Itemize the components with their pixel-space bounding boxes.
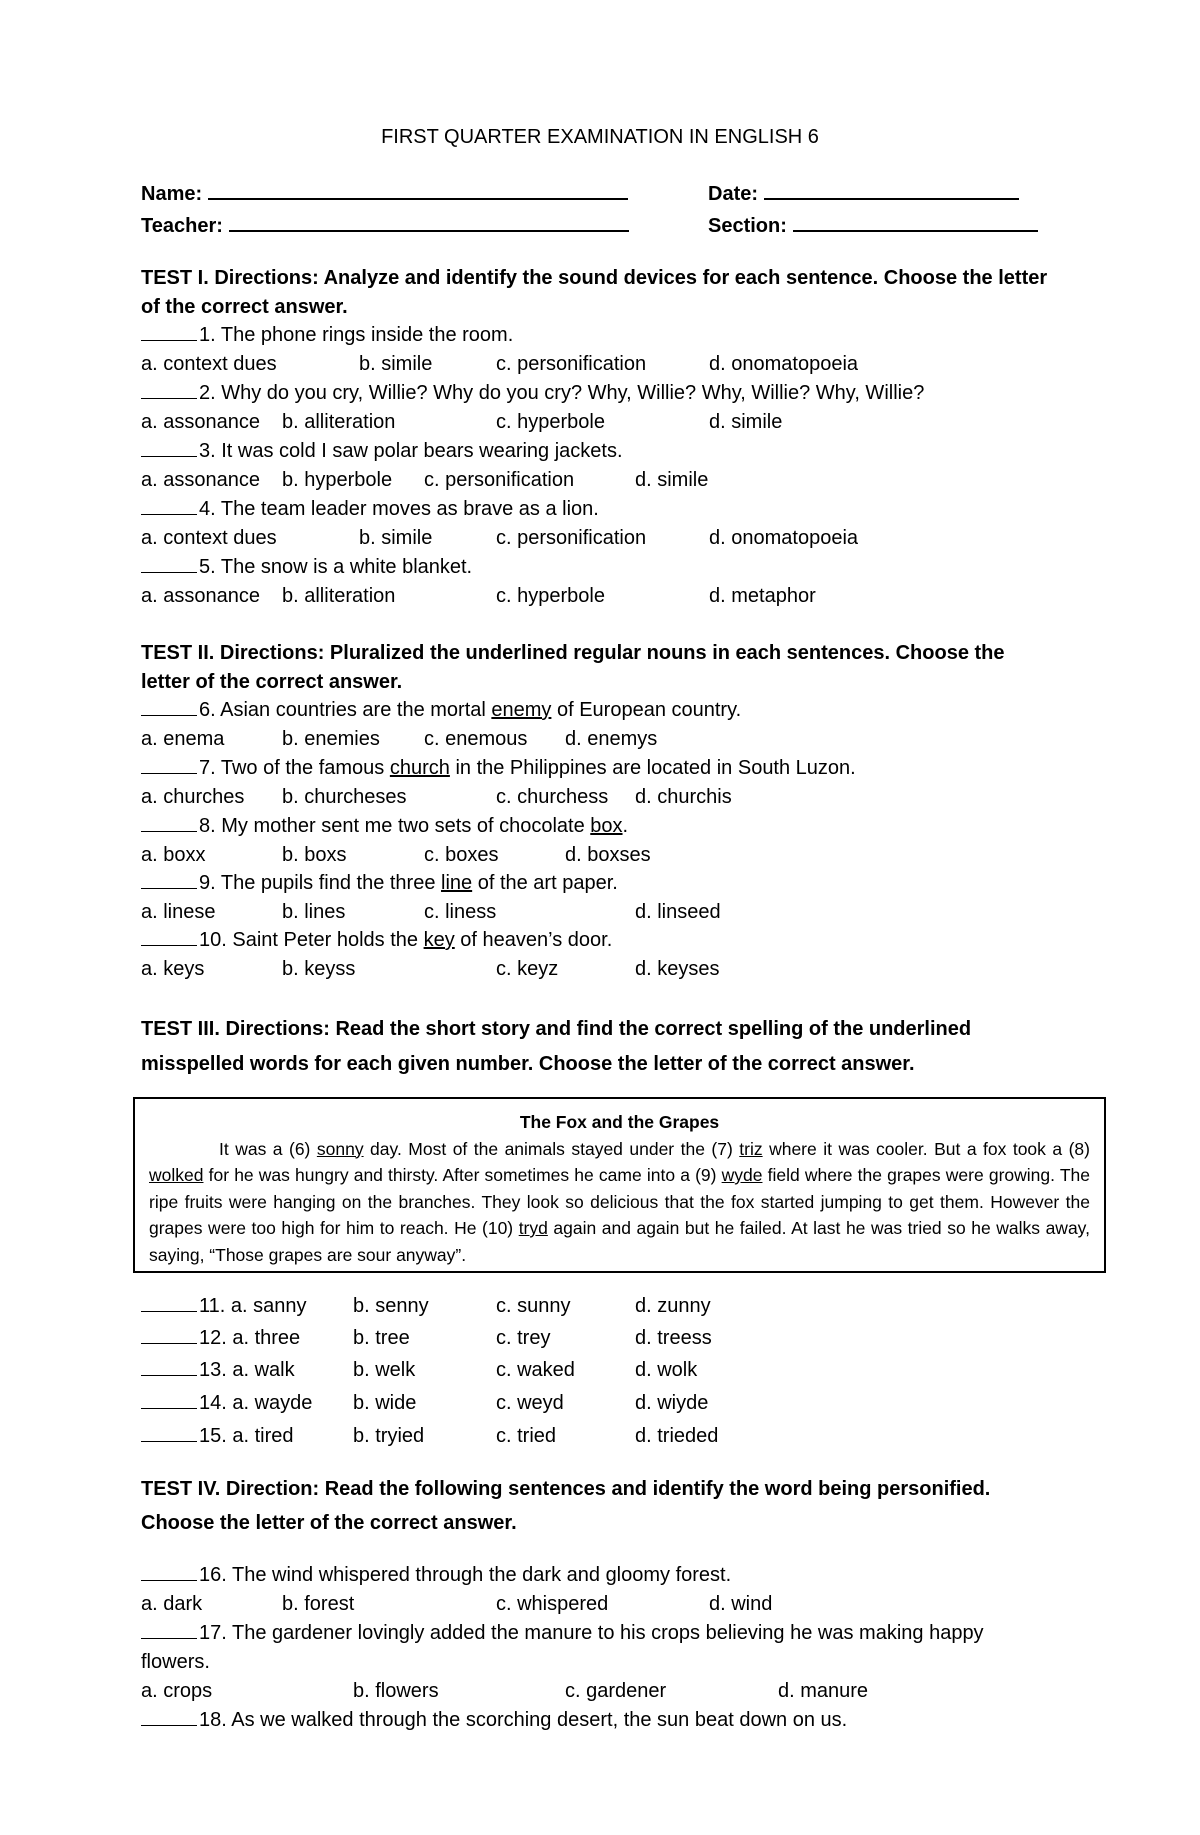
option[interactable]: b. tryied bbox=[353, 1425, 425, 1447]
option[interactable]: c. personification bbox=[496, 527, 647, 549]
question-2: 2. Why do you cry, Willie? Why do you cry? Why, Willie? Why, Willie? Why, Willie? bbox=[141, 380, 924, 406]
answer-blank[interactable] bbox=[141, 1709, 197, 1726]
option[interactable]: d. trieded bbox=[635, 1425, 719, 1447]
story-box bbox=[133, 1097, 1106, 1273]
option[interactable]: a. keys bbox=[141, 958, 205, 980]
underlined-word: wolked bbox=[149, 1165, 204, 1185]
option[interactable]: a. linese bbox=[141, 901, 216, 923]
name-label: Name: bbox=[141, 183, 203, 205]
option[interactable]: c. churchess bbox=[496, 786, 609, 808]
option[interactable]: c. boxes bbox=[424, 844, 499, 866]
answer-blank[interactable] bbox=[141, 1564, 197, 1581]
underlined-word: line bbox=[441, 872, 473, 894]
option[interactable]: a. crops bbox=[141, 1680, 213, 1702]
option[interactable]: a. assonance bbox=[141, 411, 260, 433]
question-3: 3. It was cold I saw polar bears wearing jackets. bbox=[141, 438, 623, 464]
underlined-word: sonny bbox=[316, 1138, 364, 1159]
option[interactable]: 15. a. tired bbox=[199, 1425, 294, 1447]
question-14 bbox=[141, 1390, 1141, 1416]
underlined-word: key bbox=[423, 929, 455, 951]
option[interactable]: b. tree bbox=[353, 1327, 410, 1349]
option[interactable]: c. hyperbole bbox=[496, 585, 605, 607]
option[interactable]: d. wolk bbox=[635, 1359, 698, 1381]
question-17: 17. The gardener lovingly added the manure to his crops believing he was making happy bbox=[141, 1620, 984, 1646]
option[interactable]: d. zunny bbox=[635, 1295, 711, 1317]
option[interactable]: d. onomatopoeia bbox=[709, 353, 859, 375]
option[interactable]: b. boxs bbox=[282, 844, 347, 866]
option[interactable]: b. flowers bbox=[353, 1680, 439, 1702]
option[interactable]: d. linseed bbox=[635, 901, 721, 923]
underlined-word: enemy bbox=[491, 699, 552, 721]
question-16: 16. The wind whispered through the dark and gloomy forest. bbox=[141, 1562, 731, 1588]
option[interactable]: b. wide bbox=[353, 1392, 417, 1414]
test4-heading-1: TEST IV. Direction: Read the following sentences and identify the word being personified. bbox=[141, 1478, 991, 1500]
answer-blank[interactable] bbox=[141, 1327, 197, 1344]
date-label: Date: bbox=[708, 183, 759, 205]
option[interactable]: c. liness bbox=[424, 901, 497, 923]
answer-blank[interactable] bbox=[141, 815, 197, 832]
option[interactable]: d. wind bbox=[709, 1593, 773, 1615]
test3-heading-2: misspelled words for each given number. Choose the letter of the correct answer. bbox=[141, 1053, 915, 1075]
date-field[interactable] bbox=[708, 180, 1019, 206]
answer-blank[interactable] bbox=[141, 382, 197, 399]
option[interactable]: c. personification bbox=[424, 469, 575, 491]
option[interactable]: c. gardener bbox=[565, 1680, 667, 1702]
answer-blank[interactable] bbox=[141, 440, 197, 457]
option[interactable]: b. simile bbox=[359, 353, 433, 375]
option[interactable]: c. keyz bbox=[496, 958, 559, 980]
question-10: 10. Saint Peter holds the key of heaven’s door. bbox=[141, 927, 612, 953]
option[interactable]: c. whispered bbox=[496, 1593, 609, 1615]
answer-blank[interactable] bbox=[141, 1392, 197, 1409]
teacher-line[interactable] bbox=[229, 212, 629, 232]
question-8: 8. My mother sent me two sets of chocolate box. bbox=[141, 813, 628, 839]
option[interactable]: a. assonance bbox=[141, 469, 260, 491]
option[interactable]: b. churcheses bbox=[282, 786, 407, 808]
question-9: 9. The pupils find the three line of the art paper. bbox=[141, 870, 618, 896]
option[interactable]: d. treess bbox=[635, 1327, 712, 1349]
answer-blank[interactable] bbox=[141, 757, 197, 774]
answer-blank[interactable] bbox=[141, 556, 197, 573]
test1-heading-2: of the correct answer. bbox=[141, 296, 348, 318]
option[interactable]: a. context dues bbox=[141, 353, 277, 375]
test4-heading-2: Choose the letter of the correct answer. bbox=[141, 1512, 517, 1534]
underlined-word: church bbox=[389, 757, 450, 779]
option[interactable]: 13. a. walk bbox=[199, 1359, 295, 1381]
date-line[interactable] bbox=[764, 180, 1019, 200]
question-6: 6. Asian countries are the mortal enemy of European country. bbox=[141, 697, 741, 723]
story-text: It was a (6) sonny day. Most of the animals stayed under the (7) triz where it was cooler. But a fox took a (8) wolked for he was hungry and thirsty. After sometimes he came into a (9) wyde field where the grapes were growing. The ripe fruits were hanging on the branches. They look so delicious that the fox started jumping to get them. However the grapes were too high for him to reach. He (10) tryd again and again but he failed. At last he was tried so he walks away, saying, “Those grapes are sour anyway”. bbox=[149, 1138, 1090, 1265]
teacher-field[interactable] bbox=[141, 212, 629, 238]
option[interactable]: d. keyses bbox=[635, 958, 720, 980]
option[interactable]: b. keyss bbox=[282, 958, 356, 980]
question-5: 5. The snow is a white blanket. bbox=[141, 554, 472, 580]
section-line[interactable] bbox=[793, 212, 1038, 232]
underlined-word: tryd bbox=[518, 1218, 548, 1238]
test2-heading-2: letter of the correct answer. bbox=[141, 671, 403, 693]
underlined-word: wyde bbox=[721, 1165, 763, 1185]
option[interactable]: b. welk bbox=[353, 1359, 416, 1381]
option[interactable]: d. manure bbox=[778, 1680, 869, 1702]
option[interactable]: c. enemous bbox=[424, 728, 528, 750]
option[interactable]: a. churches bbox=[141, 786, 245, 808]
option[interactable]: a. dark bbox=[141, 1593, 203, 1615]
question-13 bbox=[141, 1357, 1141, 1383]
question-12 bbox=[141, 1325, 1141, 1351]
question-7: 7. Two of the famous church in the Philippines are located in South Luzon. bbox=[141, 755, 856, 781]
option[interactable]: c. trey bbox=[496, 1327, 551, 1349]
test2-heading-1: TEST II. Directions: Pluralized the underlined regular nouns in each sentences. Choose the bbox=[141, 642, 1005, 664]
option[interactable]: d. boxses bbox=[565, 844, 651, 866]
answer-blank[interactable] bbox=[141, 699, 197, 716]
underlined-word: box bbox=[590, 815, 623, 837]
option[interactable]: d. simile bbox=[709, 411, 783, 433]
option[interactable]: b. enemies bbox=[282, 728, 380, 750]
option[interactable]: c. personification bbox=[496, 353, 647, 375]
answer-blank[interactable] bbox=[141, 1425, 197, 1442]
option[interactable]: b. simile bbox=[359, 527, 433, 549]
teacher-label: Teacher: bbox=[141, 215, 223, 237]
option[interactable]: c. waked bbox=[496, 1359, 575, 1381]
underlined-word: triz bbox=[739, 1138, 763, 1159]
name-field[interactable] bbox=[141, 180, 628, 206]
answer-blank[interactable] bbox=[141, 929, 197, 946]
option[interactable]: b. alliteration bbox=[282, 411, 396, 433]
question-1: 1. The phone rings inside the room. bbox=[141, 322, 513, 348]
question-11 bbox=[141, 1293, 1141, 1319]
option[interactable]: a. enema bbox=[141, 728, 225, 750]
option[interactable]: c. sunny bbox=[496, 1295, 571, 1317]
option[interactable]: b. forest bbox=[282, 1593, 355, 1615]
question-4: 4. The team leader moves as brave as a lion. bbox=[141, 496, 599, 522]
option[interactable]: b. senny bbox=[353, 1295, 429, 1317]
option[interactable]: 12. a. three bbox=[199, 1327, 301, 1349]
option[interactable]: a. boxx bbox=[141, 844, 206, 866]
option[interactable]: a. context dues bbox=[141, 527, 277, 549]
option[interactable]: c. weyd bbox=[496, 1392, 564, 1414]
test1-heading-1: TEST I. Directions: Analyze and identify the sound devices for each sentence. Choose the letter bbox=[141, 267, 1048, 289]
name-line[interactable] bbox=[208, 180, 628, 200]
exam-title: FIRST QUARTER EXAMINATION IN ENGLISH 6 bbox=[381, 126, 819, 148]
option[interactable]: d. onomatopoeia bbox=[709, 527, 859, 549]
option[interactable]: 14. a. wayde bbox=[199, 1392, 313, 1414]
story-title: The Fox and the Grapes bbox=[519, 1112, 720, 1132]
answer-blank[interactable] bbox=[141, 1295, 197, 1312]
option[interactable]: b. lines bbox=[282, 901, 346, 923]
answer-blank[interactable] bbox=[141, 1359, 197, 1376]
option[interactable]: d. metaphor bbox=[709, 585, 816, 607]
answer-blank[interactable] bbox=[141, 498, 197, 515]
option[interactable]: d. churchis bbox=[635, 786, 732, 808]
option[interactable]: c. hyperbole bbox=[496, 411, 605, 433]
option[interactable]: a. assonance bbox=[141, 585, 260, 607]
test3-heading-1: TEST III. Directions: Read the short story and find the correct spelling of the underlined bbox=[141, 1018, 972, 1040]
option[interactable]: d. enemys bbox=[565, 728, 658, 750]
option[interactable]: d. simile bbox=[635, 469, 709, 491]
option[interactable]: b. alliteration bbox=[282, 585, 396, 607]
section-label: Section: bbox=[708, 215, 787, 237]
answer-blank[interactable] bbox=[141, 872, 197, 889]
option[interactable]: d. wiyde bbox=[635, 1392, 709, 1414]
answer-blank[interactable] bbox=[141, 324, 197, 341]
question-17-continued: flowers. bbox=[141, 1651, 210, 1673]
question-15 bbox=[141, 1423, 1141, 1449]
option[interactable]: 11. a. sanny bbox=[199, 1295, 307, 1317]
option[interactable]: c. tried bbox=[496, 1425, 557, 1447]
answer-blank[interactable] bbox=[141, 1622, 197, 1639]
question-18: 18. As we walked through the scorching desert, the sun beat down on us. bbox=[141, 1707, 847, 1733]
option[interactable]: b. hyperbole bbox=[282, 469, 393, 491]
section-field[interactable] bbox=[708, 212, 1038, 238]
